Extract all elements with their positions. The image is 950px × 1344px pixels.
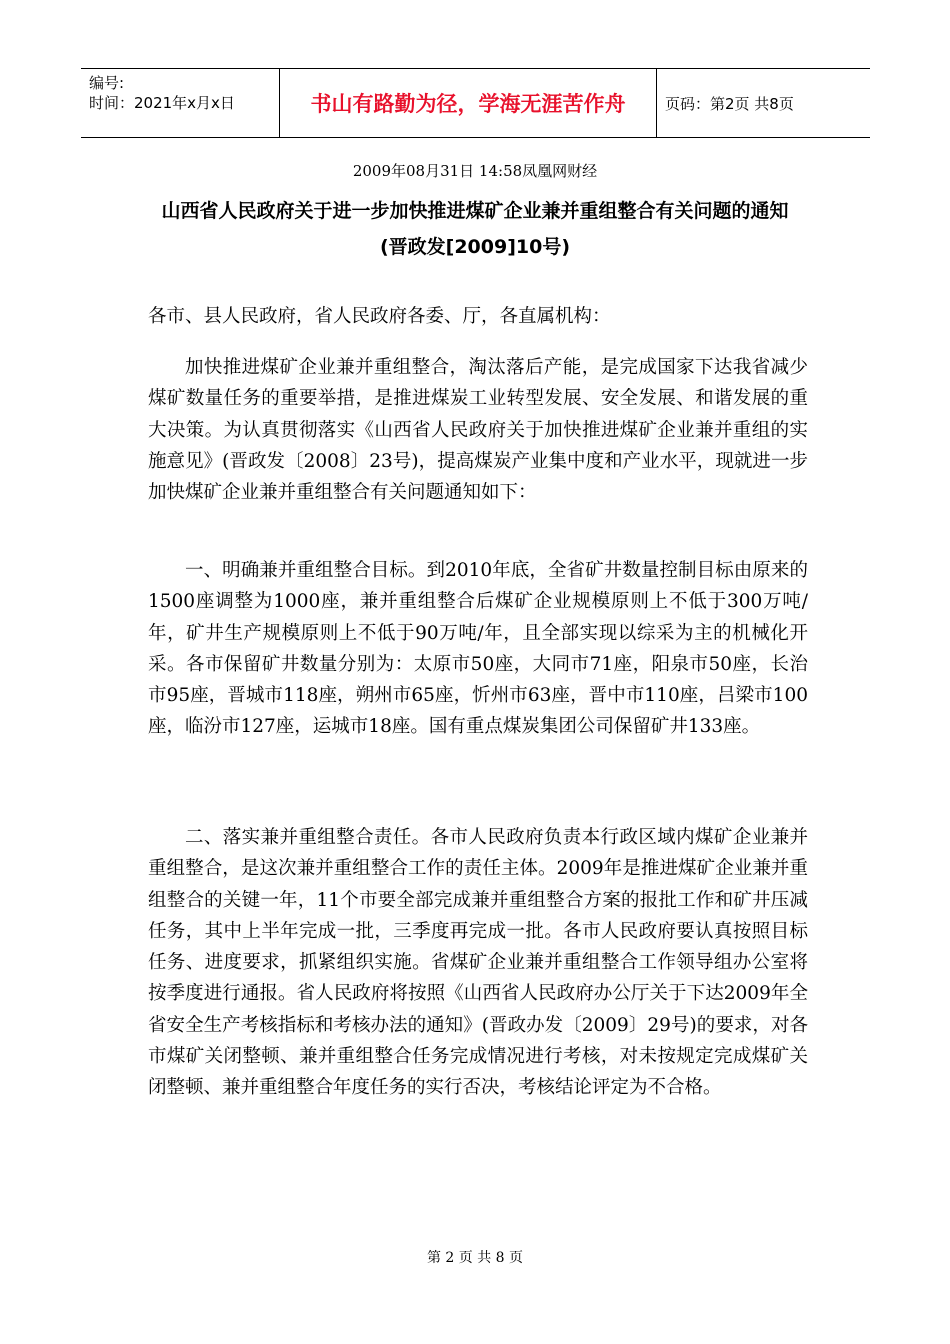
page-header [81,68,870,138]
page-footer: 第 2 页 共 8 页 [426,1250,524,1266]
paragraph-intro: 加快推进煤矿企业兼并重组整合，淘汰落后产能，是完成国家下达我省减少煤矿数量任务的重要举措，是推进煤炭工业转型发展、安全发展、和谐发展的重大决策。为认真贯彻落实《山西省人民政府关于加快推进煤矿企业兼并重组的实施意见》(晋政发〔2008〕23号)，提高煤炭产业集中度和产业水平，现就进一步加快煤矿企业兼并重组整合有关问题通知如下： [148,357,808,504]
header-page-info: 页码：第2页 共8页 [665,94,794,113]
header-meta [81,69,280,137]
document-title: 山西省人民政府关于进一步加快推进煤矿企业兼并重组整合有关问题的通知 [161,200,789,222]
header-motto: 书山有路勤为径，学海无涯苦作舟 [280,69,657,137]
paragraph-section-1: 一、明确兼并重组整合目标。到2010年底，全省矿井数量控制目标由原来的1500座调整为1000座，兼并重组整合后煤矿企业规模原则上不低于300万吨/年，矿井生产规模原则上不低于90万吨/年，且全部实现以综采为主的机械化开采。各市保留矿井数量分别为：太原市50座，大同市71座，阳泉市50座，长治市95座，晋城市118座，朔州市65座，忻州市63座，晋中市110座，吕梁市100座，临汾市127座，运城市18座。国有重点煤炭集团公司保留矿井133座。 [148,560,808,738]
document-number: (晋政发[2009]10号) [379,236,571,258]
document-number-label: 编号: [89,74,125,92]
salutation: 各市、县人民政府，省人民政府各委、厅，各直属机构： [148,306,611,327]
paragraph-section-2: 二、落实兼并重组整合责任。各市人民政府负责本行政区域内煤矿企业兼并重组整合，是这次兼并重组整合工作的责任主体。2009年是推进煤矿企业兼并重组整合的关键一年，11个市要全部完成兼并重组整合方案的报批工作和矿井压减任务，其中上半年完成一批，三季度再完成一批。各市人民政府要认真按照目标任务、进度要求，抓紧组织实施。省煤矿企业兼并重组整合工作领导组办公室将按季度进行通报。省人民政府将按照《山西省人民政府办公厅关于下达2009年全省安全生产考核指标和考核办法的通知》(晋政办发〔2009〕29号)的要求，对各市煤矿关闭整顿、兼并重组整合任务完成情况进行考核，对未按规定完成煤矿关闭整顿、兼并重组整合年度任务的实行否决，考核结论评定为不合格。 [148,827,808,1099]
news-dateline: 2009年08月31日 14:58凤凰网财经 [352,162,598,180]
document-time-label: 时间：2021年x月x日 [89,94,235,112]
